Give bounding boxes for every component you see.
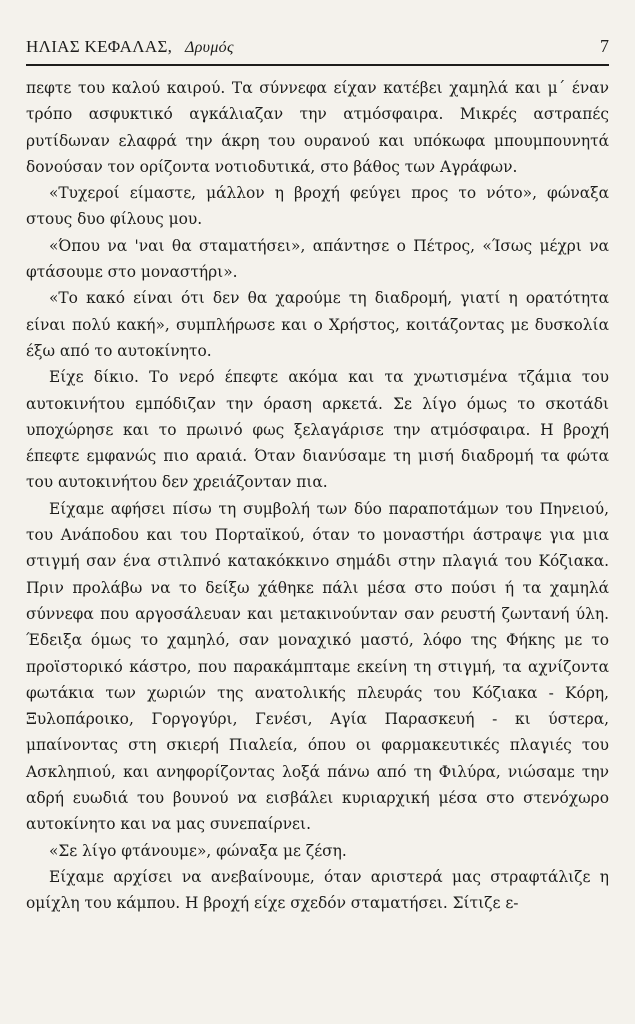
header-rule xyxy=(26,64,609,66)
book-page xyxy=(26,36,609,1011)
body-text xyxy=(26,75,609,917)
paragraph-5: Είχε δίκιο. Το νερό έπεφτε ακόμα και τα χνωτισμένα τζάμια του αυτοκινήτου εμπόδιζαν την όραση αρκετά. Σε λίγο όμως το σκοτάδι υποχώρησε και το πρωινό φως ξελαγάρισε την ατμόσφαιρα. Η βροχή έπεφτε εμφανώς πιο αραιά. Όταν διανύσαμε τη μισή διαδρομή τα φώτα του αυτοκινήτου δεν χρειάζονταν πια. xyxy=(26,368,609,492)
paragraph-8: Είχαμε αρχίσει να ανεβαίνουμε, όταν αριστερά μας στραφτάλιζε η ομίχλη του κάμπου. Η βροχή είχε σχεδόν σταματήσει. Σίτιζε ε- xyxy=(26,867,609,913)
paragraph-3: «Όπου να 'ναι θα σταματήσει», απάντησε ο Πέτρος, «Ίσως μέχρι να φτάσουμε στο μοναστήρι». xyxy=(26,236,609,282)
paragraph-2: «Τυχεροί είμαστε, μάλλον η βροχή φεύγει προς το νότο», φώναξα στους δυο φίλους μου. xyxy=(26,184,609,229)
book-title: Δρυμός xyxy=(185,39,234,56)
paragraph-7: «Σε λίγο φτάνουμε», φώναξα με ζέση. xyxy=(49,841,347,860)
running-header xyxy=(26,36,609,60)
page-number: 7 xyxy=(600,36,609,56)
paragraph-1: πεφτε του καλού καιρού. Τα σύννεφα είχαν κατέβει χαμηλά και μ΄ έναν τρόπο ασφυκτικό αγκάλιαζαν την ατμόσφαιρα. Μικρές αστραπές ρυτίδωναν ελαφρά την άκρη του ουρανού και υπόκωφα μπουμπουνητά δονούσαν τον ορίζοντα νοτιοδυτικά, στο βάθος των Αγράφων. xyxy=(26,79,609,176)
author-name: ΗΛΙΑΣ ΚΕΦΑΛΑΣ, xyxy=(26,37,173,56)
paragraph-4: «Το κακό είναι ότι δεν θα χαρούμε τη διαδρομή, γιατί η ορατότητα είναι πολύ κακή», συμπλήρωσε και ο Χρήστος, κοιτάζοντας με δυσκολία έξω από το αυτοκίνητο. xyxy=(26,289,609,360)
header-left xyxy=(26,36,234,57)
paragraph-6: Είχαμε αφήσει πίσω τη συμβολή των δύο παραποτάμων του Πηνειού, του Ανάποδου και του Πορταϊκού, όταν το μοναστήρι άστραψε για μια στιγμή σαν ένα στιλπνό κατακόκκινο σημάδι στην πλαγιά του Κόζιακα. Πριν προλάβω να το δείξω χάθηκε πάλι μέσα στο πούσι ή τα χαμηλά σύννεφα που αργοσάλευαν και μετακινούνταν σαν ρευστή ζωντανή ύλη. Έδειξα όμως το χαμηλό, σαν μοναχικό μαστό, λόφο της Φήκης με το προϊστορικό κάστρο, που παρακάμπταμε εκείνη τη στιγμή, τα αχνίζοντα φωτάκια των χωριών της ανατολικής πλευράς του Κόζιακα - Κόρη, Ξυλοπάροικο, Γοργογύρι, Γενέσι, Αγία Παρασκευή - κι ύστερα, μπαίνοντας στη σκιερή Πιαλεία, όπου οι φαρμακευτικές πλαγιές του Ασκληπιού, και ανηφορίζοντας λοξά πάνω από τη Φιλύρα, νιώσαμε την αδρή ευωδιά του βουνού να εισβάλει κυριαρχική μέσα στο στενόχωρο αυτοκίνητο και να μας συνεπαίρνει. xyxy=(26,499,609,834)
